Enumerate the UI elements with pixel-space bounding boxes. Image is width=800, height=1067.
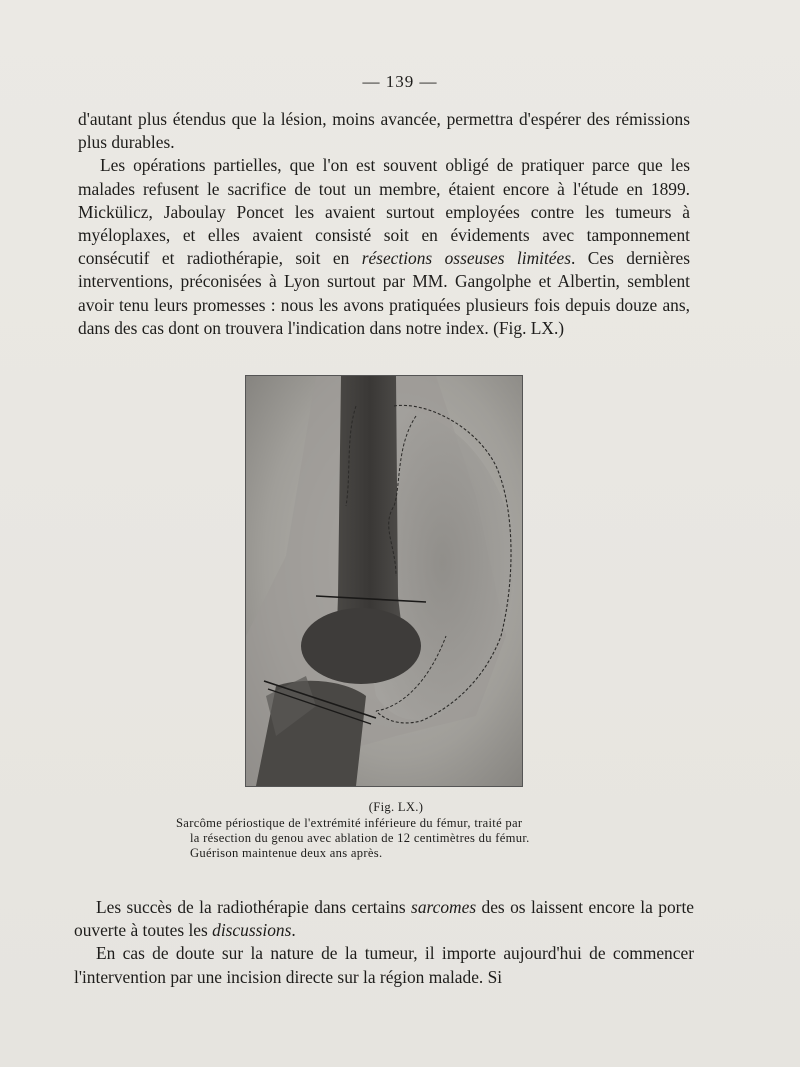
paragraph-radiotherapy <box>74 896 694 942</box>
paragraph-partial-operations <box>78 154 690 340</box>
italic-term: discussions <box>212 920 292 941</box>
paragraph-text: des os laissent encore la porte ouverte à toutes les <box>74 897 694 941</box>
figure-label: (Fig. LX.) <box>368 800 424 814</box>
caption-line: Guérison maintenue deux ans après. <box>190 846 383 860</box>
paragraph-text: . Ces dernières interventions, préconisées à Lyon surtout par MM. Gangolphe et Albertin, semblent avoir tenu leurs promesses : nous les avons pratiquées plusieurs fois depuis douze ans, dans des cas dont on trouvera l'indication dans notre index. (Fig. LX.) <box>78 248 690 338</box>
caption-line: la résection du genou avec ablation de 12 centimètres du fémur. <box>190 831 530 845</box>
paragraph-text: Les succès de la radiothérapie dans certains <box>96 897 412 917</box>
page-number: — 139 — <box>362 72 438 91</box>
italic-term: résections osseuses limitées <box>361 248 572 269</box>
figure-xray <box>245 375 523 787</box>
paragraph-text: . <box>291 920 296 941</box>
figure-caption <box>176 800 616 861</box>
italic-term: sarcomes <box>411 897 477 917</box>
paragraph-incision: En cas de doute sur la nature de la tumeur, il importe aujourd'hui de commencer l'intervention par une incision directe sur la région malade. Si <box>74 943 694 987</box>
caption-line: Sarcôme périostique de l'extrémité inférieure du fémur, traité par <box>176 816 523 830</box>
body-text-bottom <box>74 896 694 989</box>
knee-xray-image <box>246 376 522 786</box>
paragraph-text: Les opérations partielles, que l'on est souvent obligé de pratiquer parce que les malades refusent le sacrifice de tout un membre, étaient encore à l'étude en 1899. Mickülicz, Jaboulay Poncet les avaient surtout employées contre les tumeurs à myéloplaxes, et elles avaient consisté soit en évidements avec tamponnement consécutif et radiothérapie, soit en <box>78 155 690 269</box>
paragraph-continuation: d'autant plus étendus que la lésion, moins avancée, permettra d'espérer des rémissions plus durables. <box>78 109 690 153</box>
body-text-top <box>78 108 690 340</box>
